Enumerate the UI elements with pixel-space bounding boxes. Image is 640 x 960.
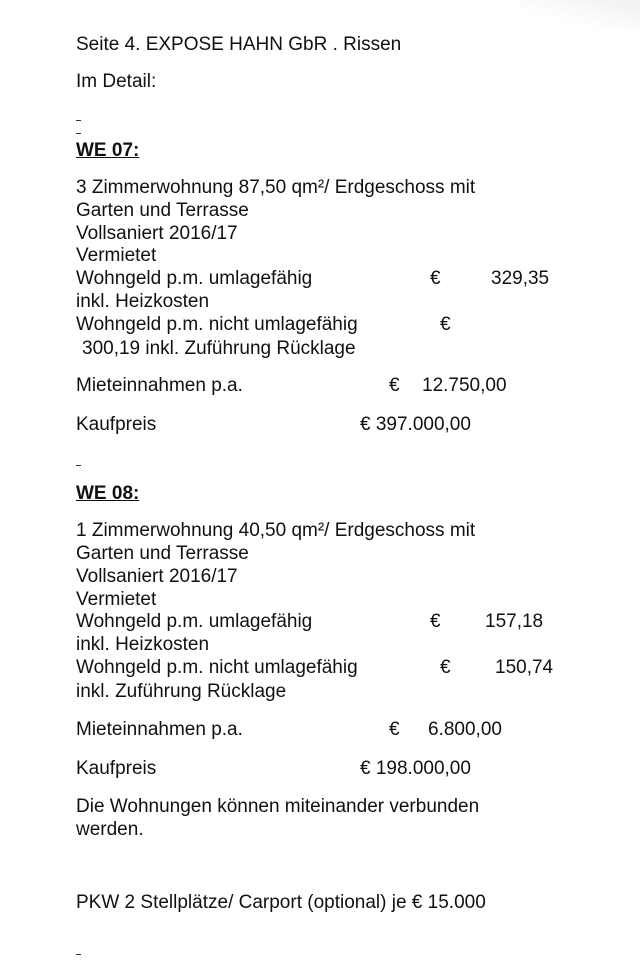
miete-value: 6.800,00 [428, 719, 502, 740]
unit-status: Vermietet [76, 245, 157, 266]
kaufpreis-label: Kaufpreis [76, 758, 157, 779]
combine-note: werden. [76, 819, 144, 840]
wohngeld-umlage-label: Wohngeld p.m. umlagefähig [76, 611, 313, 632]
corner-shadow [520, 0, 640, 30]
currency-symbol: € [430, 611, 441, 632]
currency-symbol: € [389, 719, 400, 740]
wohngeld-nicht-value: 300,19 inkl. Zuführung Rücklage [82, 338, 356, 359]
unit-description: 1 Zimmerwohnung 40,50 qm²/ Erdgeschoss mit [76, 520, 476, 541]
wohngeld-umlage-note: inkl. Heizkosten [76, 291, 210, 312]
dash-marker [76, 954, 81, 955]
dash-marker [76, 133, 81, 134]
currency-symbol: € [440, 314, 451, 335]
wohngeld-umlage-value: 157,18 [485, 611, 544, 632]
kaufpreis-value: € 397.000,00 [360, 414, 471, 435]
wohngeld-umlage-label: Wohngeld p.m. umlagefähig [76, 268, 313, 289]
wohngeld-nicht-note: inkl. Zuführung Rücklage [76, 681, 287, 702]
miete-label: Mieteinnahmen p.a. [76, 375, 243, 396]
unit-description: Garten und Terrasse [76, 543, 249, 564]
unit-description: Garten und Terrasse [76, 200, 249, 221]
unit-renovation: Vollsaniert 2016/17 [76, 566, 238, 587]
dash-marker [76, 120, 81, 121]
combine-note: Die Wohnungen können miteinander verbunden [76, 796, 480, 817]
unit-heading: WE 07: [76, 140, 140, 161]
currency-symbol: € [440, 657, 451, 678]
unit-heading: WE 08: [76, 483, 140, 504]
kaufpreis-label: Kaufpreis [76, 414, 157, 435]
intro-text: Im Detail: [76, 71, 157, 92]
wohngeld-nicht-label: Wohngeld p.m. nicht umlagefähig [76, 314, 358, 335]
miete-label: Mieteinnahmen p.a. [76, 719, 243, 740]
currency-symbol: € [389, 375, 400, 396]
unit-description: 3 Zimmerwohnung 87,50 qm²/ Erdgeschoss mit [76, 177, 476, 198]
wohngeld-nicht-label: Wohngeld p.m. nicht umlagefähig [76, 657, 358, 678]
currency-symbol: € [430, 268, 441, 289]
miete-value: 12.750,00 [422, 375, 507, 396]
dash-marker [76, 465, 81, 466]
unit-status: Vermietet [76, 589, 157, 610]
wohngeld-umlage-note: inkl. Heizkosten [76, 634, 210, 655]
unit-renovation: Vollsaniert 2016/17 [76, 223, 238, 244]
wohngeld-nicht-value: 150,74 [495, 657, 554, 678]
page-title: Seite 4. EXPOSE HAHN GbR . Rissen [76, 34, 402, 55]
kaufpreis-value: € 198.000,00 [360, 758, 471, 779]
wohngeld-umlage-value: 329,35 [491, 268, 550, 289]
parking-note: PKW 2 Stellplätze/ Carport (optional) je € 15.000 [76, 892, 486, 913]
